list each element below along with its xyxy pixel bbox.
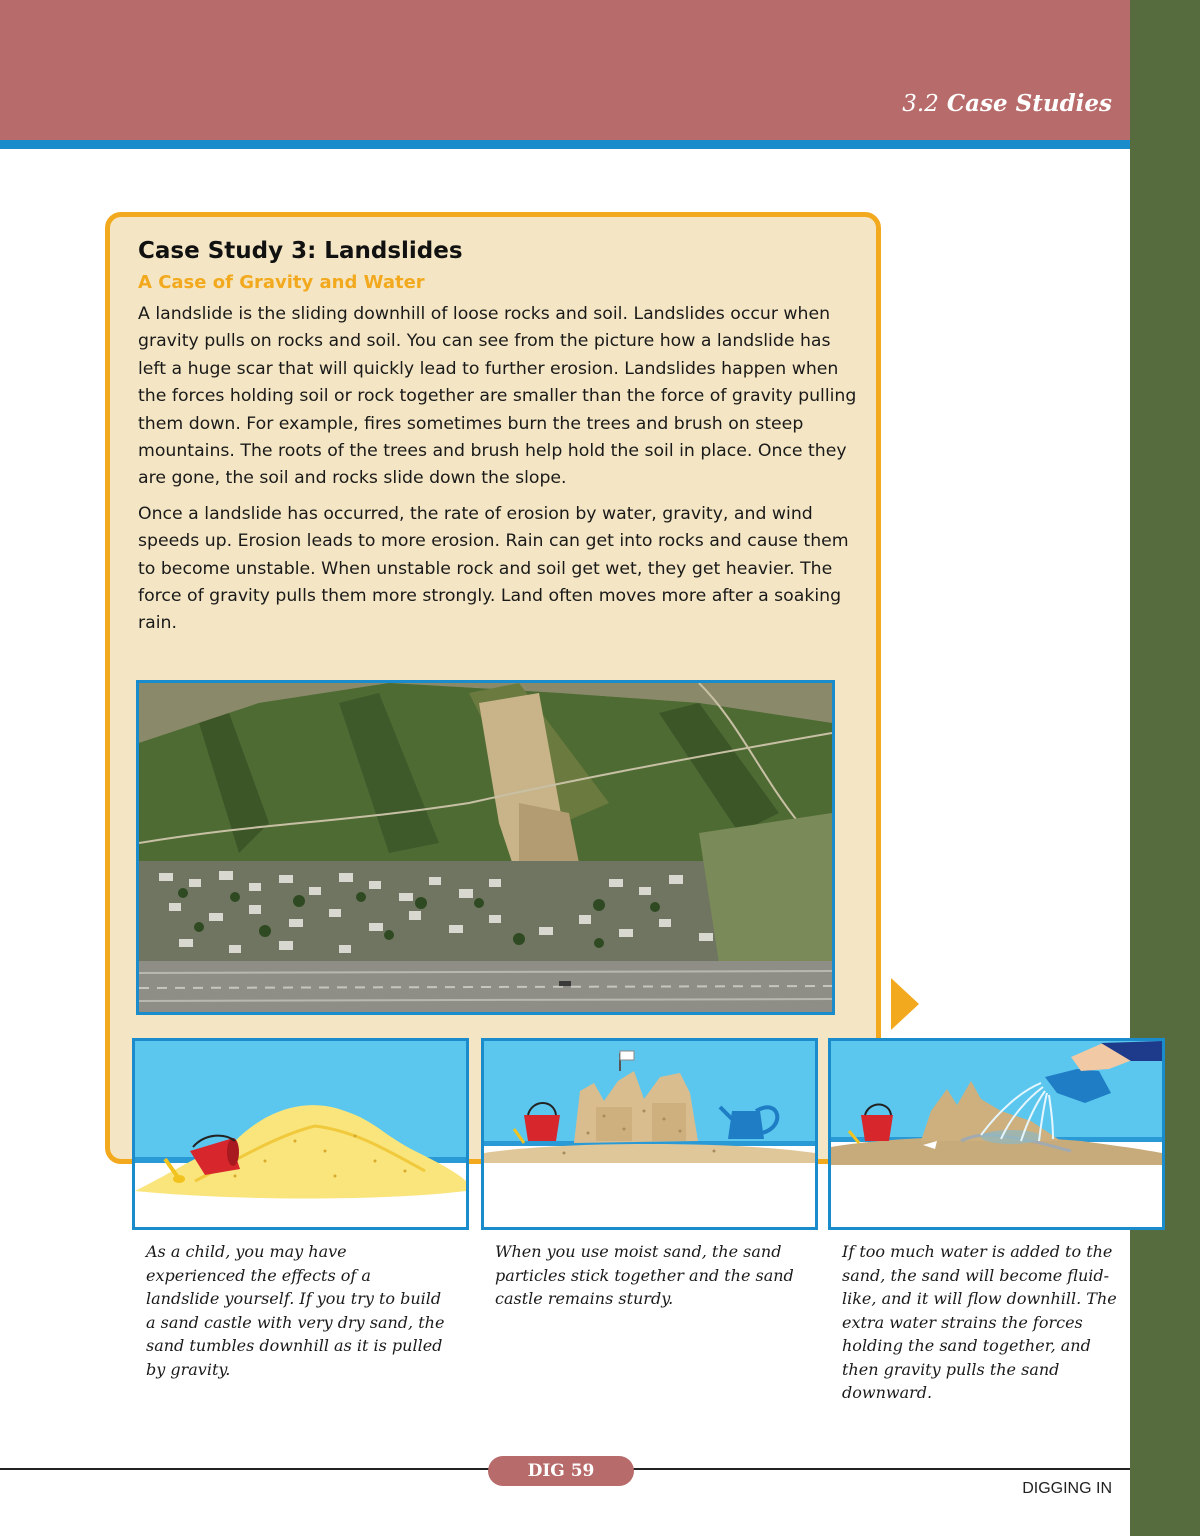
caption-dry-sand: As a child, you may have experienced the effects of a landslide yourself. If you try to build a sand castle with very dry sand, the sand tumbles downhill as it is pulled by gravity. [146, 1242, 445, 1379]
wet-sand-panel [828, 1038, 1165, 1230]
callout-arrow [891, 978, 919, 1030]
header-band [0, 0, 1130, 140]
case-study-body [138, 301, 860, 646]
section-title [902, 90, 1112, 117]
book-name: DIGGING IN [1022, 1480, 1112, 1497]
moist-sand-panel [481, 1038, 818, 1230]
section-name: Case Studies [946, 90, 1112, 117]
body-paragraph-1: A landslide is the sliding downhill of loose rocks and soil. Landslides occur when gravity pulls on rocks and soil. You can see from the picture how a landslide has left a huge scar that will quickly lead to further erosion. Landslides happen when the forces holding soil or rock together are smaller than the force of gravity pulling them down. For example, fires sometimes burn the trees and brush on steep mountains. The roots of the trees and brush help hold the soil in place. Once they are gone, the soil and rocks slide down the slope. [138, 304, 857, 489]
section-number: 3.2 [902, 91, 939, 117]
landslide-photo [136, 680, 835, 1015]
page-number: DIG 59 [488, 1456, 634, 1486]
dry-sand-panel [132, 1038, 469, 1230]
caption-moist-sand: When you use moist sand, the sand particles stick together and the sand castle remains sturdy. [495, 1242, 794, 1308]
case-study-subtitle: A Case of Gravity and Water [138, 272, 425, 293]
caption-wet-sand: If too much water is added to the sand, the sand will become fluid-like, and it will flow downhill. The extra water strains the forces holding the sand together, and then gravity pulls the sand downward. [842, 1242, 1117, 1402]
case-study-title: Case Study 3: Landslides [138, 238, 463, 264]
body-paragraph-2: Once a landslide has occurred, the rate of erosion by water, gravity, and wind speeds up. Erosion leads to more erosion. Rain can get into rocks and cause them to become unstable. When unstable rock and soil get wet, they get heavier. The force of gravity pulls them more strongly. Land often moves more after a soaking rain. [138, 503, 849, 634]
header-rule [0, 140, 1130, 149]
side-bar [1130, 0, 1200, 1536]
